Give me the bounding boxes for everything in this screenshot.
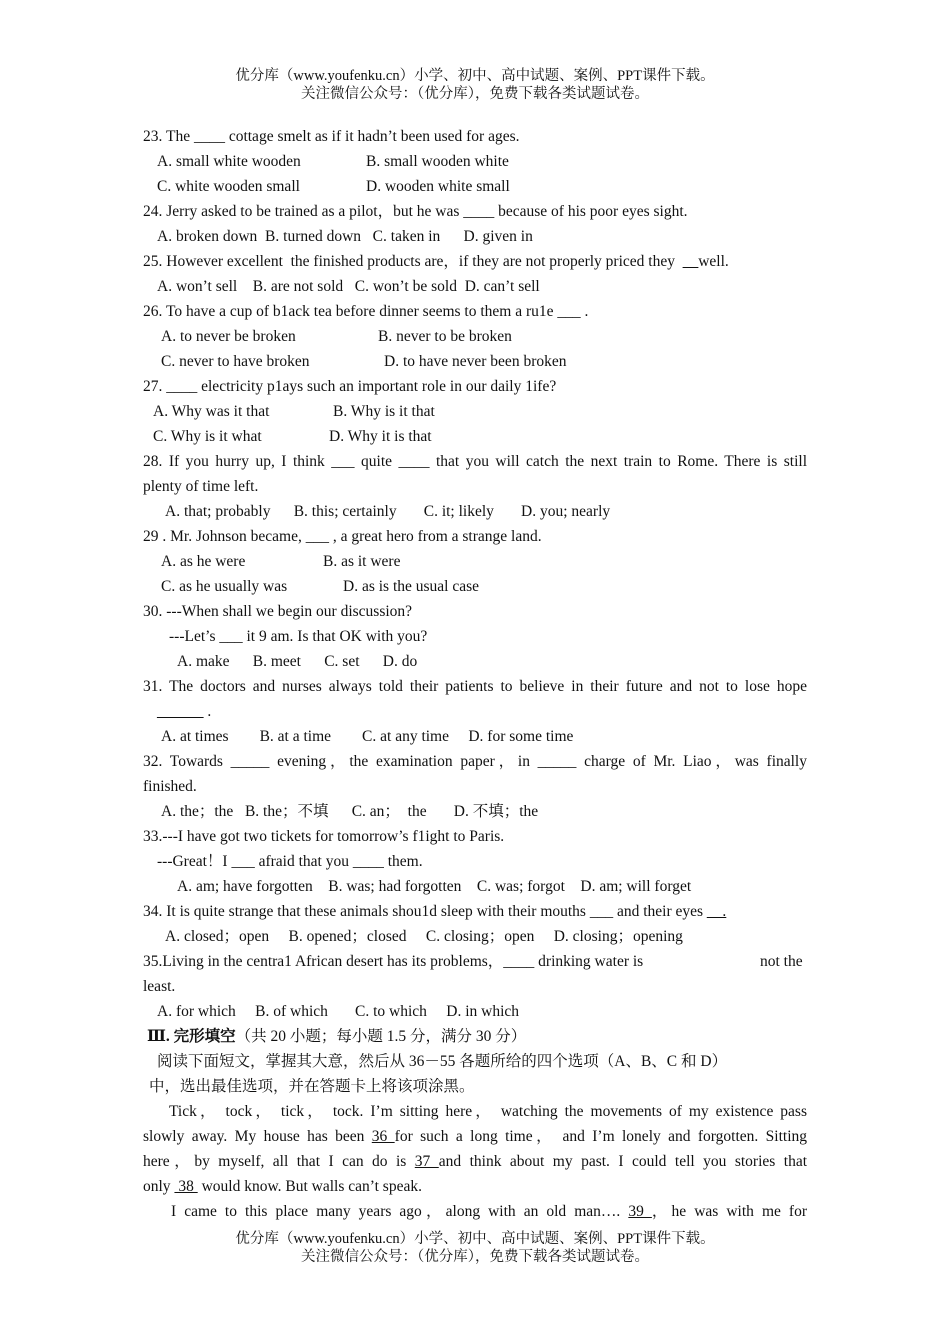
passage-text: I came to this place many years ago，along with an old man…. [171,1203,629,1220]
passage-text: only [143,1178,175,1195]
q26-option-b: B. never to be broken [378,328,512,345]
question-32-cont: finished. [143,778,197,795]
q25-blank: __ [682,253,699,270]
question-33: 33.---I have got two tickets for tomorrow’s f1ight to Paris. [143,828,505,845]
q23-option-a: A. small white wooden [157,153,301,170]
question-30: 30. ---When shall we begin our discussion? [143,603,413,620]
section-score-note: （共 20 小题；每小题 1.5 分，满分 30 分） [235,1028,527,1045]
question-23: 23. The ____ cottage smelt as if it hadn’t been used for ages. [143,128,520,145]
question-30-reply: ---Let’s ___ it 9 am. Is that OK with you? [169,628,428,645]
footer-line-1: 优分库（www.youfenku.cn）小学、初中、高中试题、案例、PPT课件下载。 [235,1231,715,1247]
q29-option-c: C. as he usually was [161,578,288,595]
header-line-2: 关注微信公众号：（优分库），免费下载各类试题试卷。 [301,86,649,102]
q34-text: 34. It is quite strange that these animals shou1d sleep with their mouths ___ and their eyes [143,903,707,920]
q27-option-b: B. Why is it that [333,403,435,420]
page-header [0,67,950,103]
passage-text: and think about my past. I could tell you stories that [438,1153,808,1170]
passage-text: would know. But walls can’t speak. [197,1178,422,1195]
passage-text: slowly away. My house has been [143,1128,372,1145]
q30-options: A. make B. meet C. set D. do [177,653,418,670]
question-26: 26. To have a cup of b1ack tea before dinner seems to them a ru1e ___ . [143,303,589,320]
q25-options: A. won’t sell B. are not sold C. won’t be sold D. can’t sell [157,278,540,295]
q27-option-a: A. Why was it that [153,403,270,420]
q25-text: 25. However excellent the finished products are，if they are not properly priced they [143,253,683,270]
q26-option-a: A. to never be broken [161,328,296,345]
question-25 [143,252,729,272]
q31-end: . [203,703,212,720]
passage-text: Tick， tock， tick， tock. I’m sitting here， watching the movements of my existence pass [169,1103,807,1120]
header-line-1: 优分库（www.youfenku.cn）小学、初中、高中试题、案例、PPT课件下载。 [235,68,715,84]
q32-options: A. the；the B. the；不填 C. an； the D. 不填；the [161,803,539,820]
page-footer [0,1230,950,1266]
passage-line-2 [143,1127,807,1147]
section-title: Ⅲ. 完形填空 [147,1028,236,1045]
q29-option-a: A. as he were [161,553,246,570]
q27-option-d: D. Why it is that [329,428,432,445]
question-28: 28. If you hurry up, I think ___ quite ____ that you will catch the next train to Rome. There is still [143,453,807,470]
passage-text: here，by myself, all that I can do is [143,1153,415,1170]
question-27: 27. ____ electricity p1ays such an important role in our daily 1ife? [143,378,557,395]
section-heading [147,1027,526,1047]
question-31: 31. The doctors and nurses always told their patients to believe in their future and not to lose hope [143,678,807,695]
q26-option-c: C. never to have broken [161,353,310,370]
question-34 [143,902,726,922]
question-33-reply: ---Great！I ___ afraid that you ____ them. [157,853,423,870]
passage-text: for such a long time， and I’m lonely and forgotten. Sitting [394,1128,808,1145]
question-35-tail: not the [760,953,803,970]
q29-option-d: D. as is the usual case [343,578,480,595]
blank-36: 36 [371,1128,395,1145]
q31-blank: ______ [157,703,204,720]
q31-options: A. at times B. at a time C. at any time D. for some time [161,728,574,745]
section-instructions-cont: 中，选出最佳选项，并在答题卡上将该项涂黑。 [149,1078,475,1095]
q35-options: A. for which B. of which C. to which D. in which [157,1003,520,1020]
q34-options: A. closed；open B. opened；closed C. closing；open D. closing；opening [165,928,683,945]
q25-text-end: well. [698,253,729,270]
q34-blank: __. [706,903,727,920]
blank-37: 37 [414,1153,439,1170]
question-24: 24. Jerry asked to be trained as a pilot，but he was ____ because of his poor eyes sight. [143,203,688,220]
question-35-cont: least. [143,978,176,995]
question-32: 32. Towards _____ evening，the examination paper，in _____ charge of Mr. Liao，was finally [143,753,807,770]
q29-option-b: B. as it were [323,553,401,570]
question-31-cont [157,702,211,722]
section-instructions: 阅读下面短文，掌握其大意，然后从 36－55 各题所给的四个选项（A、B、C 和 D） [157,1053,728,1070]
footer-line-2: 关注微信公众号：（优分库），免费下载各类试题试卷。 [301,1249,649,1265]
passage-text: ，he was with me for [651,1203,807,1220]
passage-line-4 [143,1177,422,1197]
question-28-cont: plenty of time left. [143,478,259,495]
passage-line-1 [143,1102,807,1122]
q24-options: A. broken down B. turned down C. taken in D. given in [157,228,533,245]
blank-38: 38 [174,1178,198,1195]
q27-option-c: C. Why is it what [153,428,262,445]
question-35: 35.Living in the centra1 African desert has its problems，____ drinking water is [143,953,644,970]
q23-option-d: D. wooden white small [366,178,510,195]
q23-option-c: C. white wooden small [157,178,300,195]
q28-options: A. that; probably B. this; certainly C. it; likely D. you; nearly [165,503,611,520]
blank-39: 39 [628,1203,652,1220]
q23-option-b: B. small wooden white [366,153,509,170]
question-29: 29 . Mr. Johnson became, ___ , a great hero from a strange land. [143,528,542,545]
passage-line-5 [143,1202,807,1222]
passage-line-3 [143,1152,807,1172]
q33-options: A. am; have forgotten B. was; had forgotten C. was; forgot D. am; will forget [177,878,692,895]
q26-option-d: D. to have never been broken [384,353,567,370]
